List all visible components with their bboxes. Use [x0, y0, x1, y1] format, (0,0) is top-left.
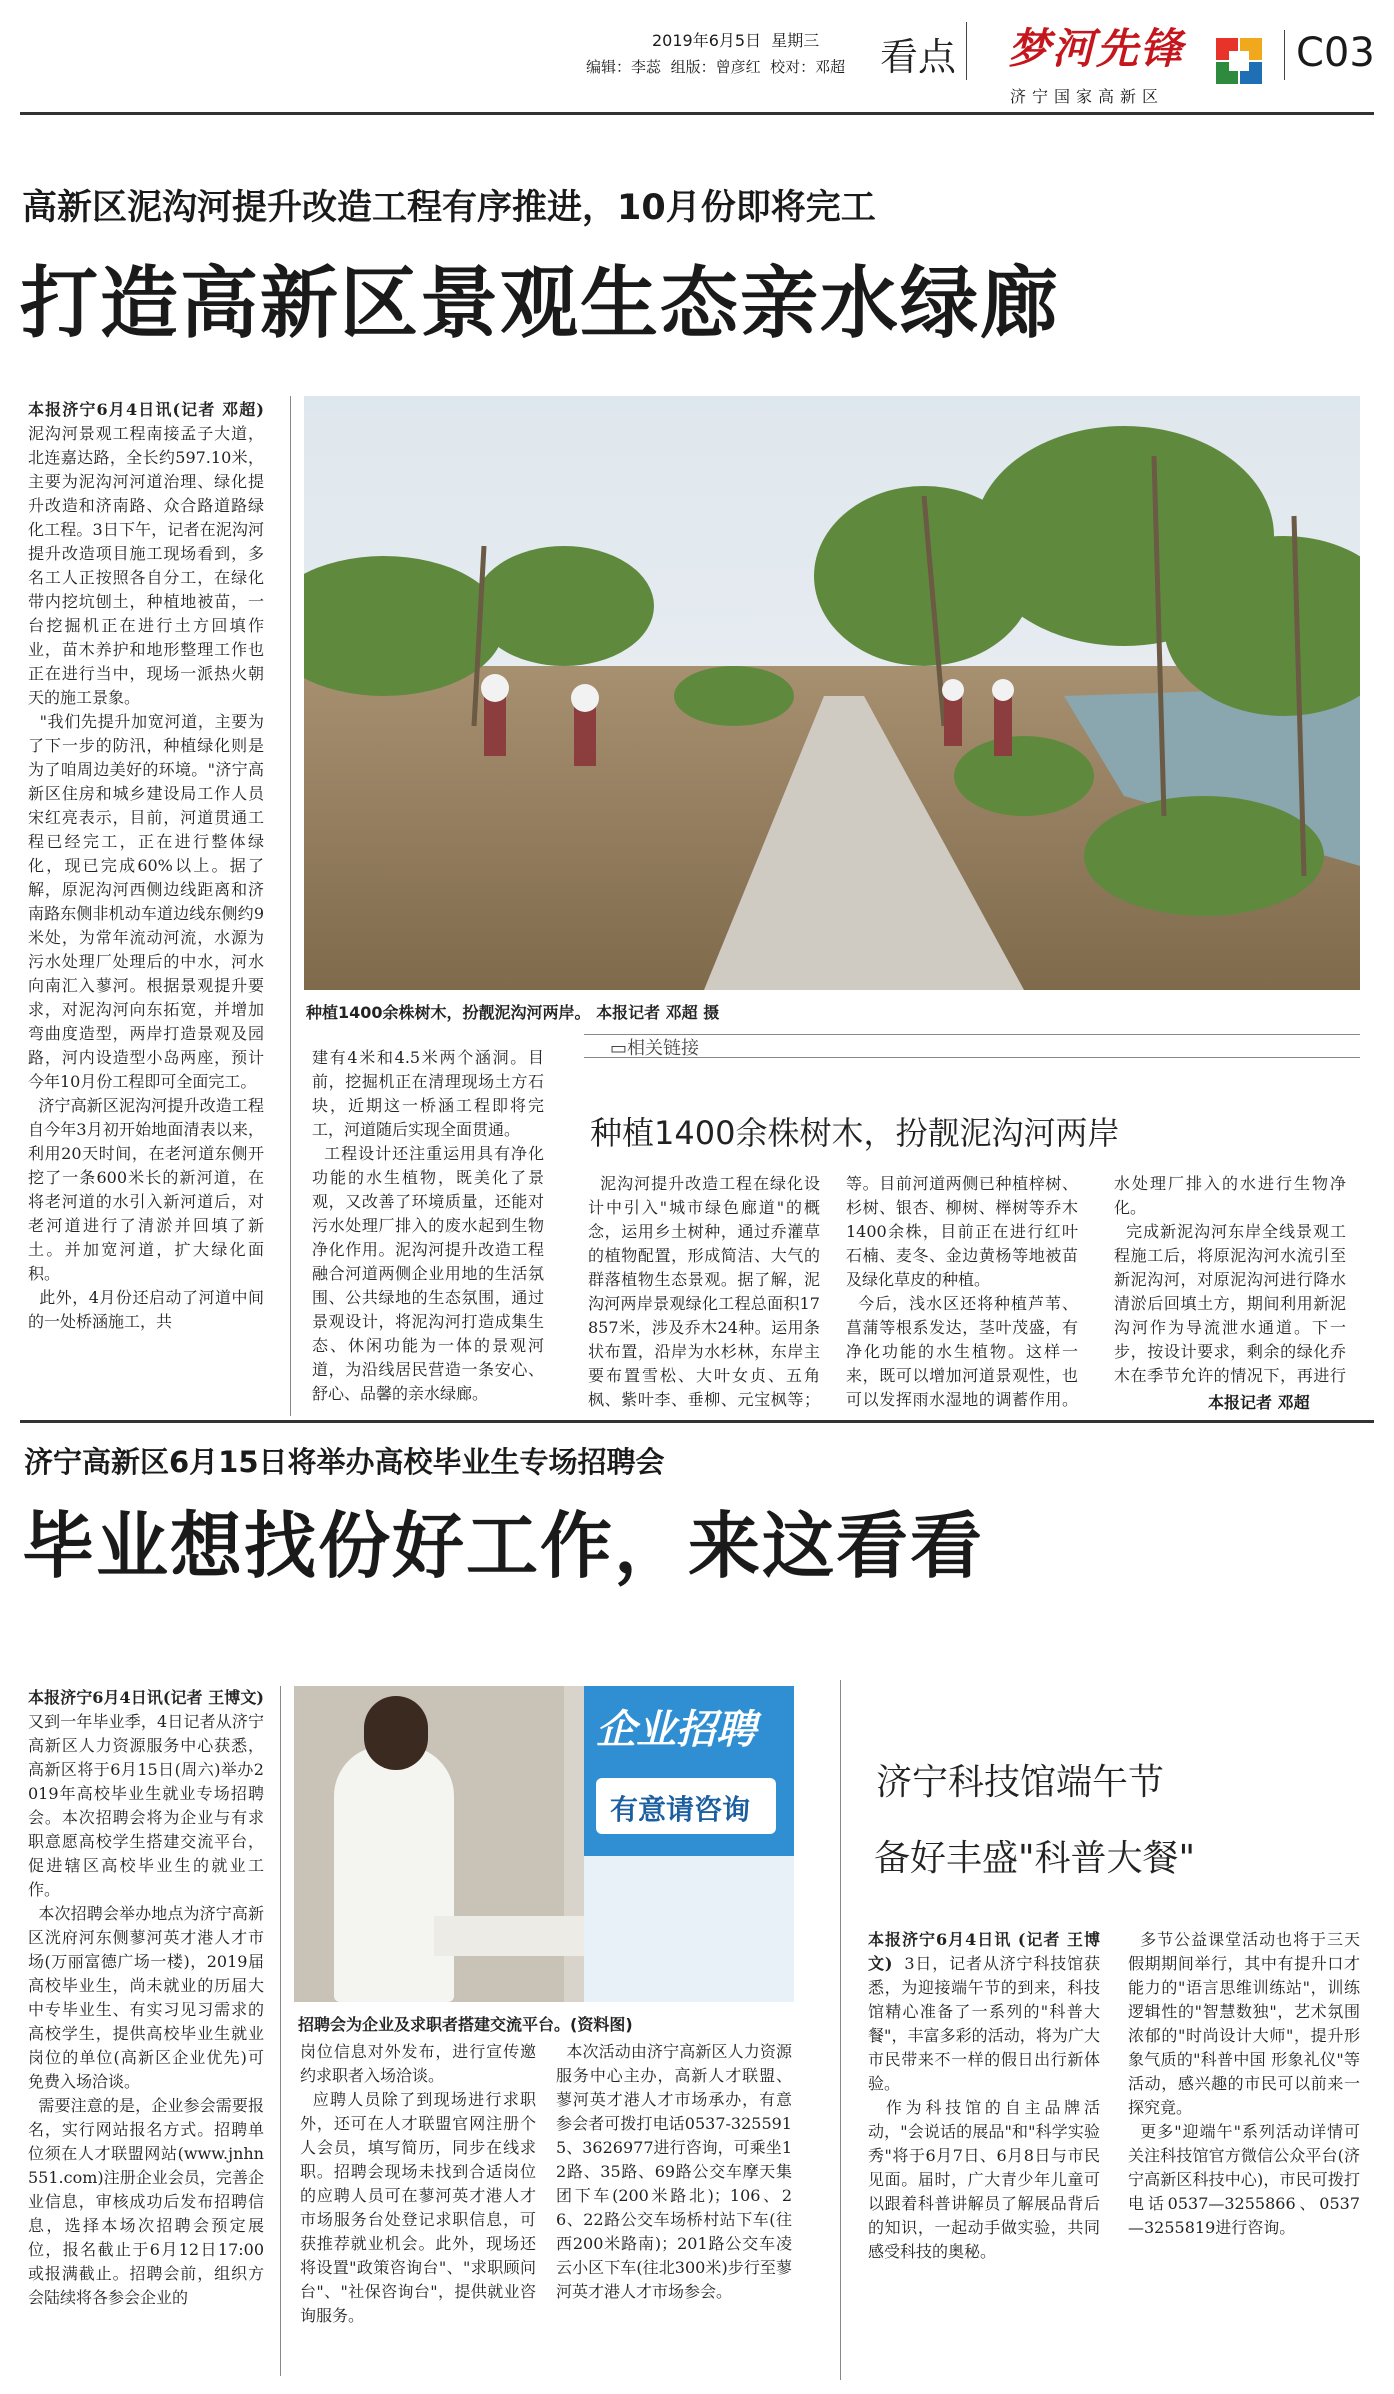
article3-divider [840, 1680, 841, 2380]
doc-icon: ▭ [610, 1038, 628, 1059]
article2-col-divider [280, 1686, 281, 2376]
article1-photo [304, 396, 1360, 990]
article2-col1: 本报济宁6月4日讯(记者 王博文) 又到一年毕业季，4日记者从济宁高新区人力资源服务中心获悉，高新区将于6月15日(周六)举办2019年高校毕业生就业专场招聘会。本次招聘会将为企业与有求职意愿高校学生搭建交流平台，促进辖区高校毕业生的就业工作。 本次招聘会举办地点为济宁高新区洸府河东侧蓼河英才港人才市场(万丽富德广场一楼)，2019届高校毕业生，尚未就业的历届大中专毕业生、有实习见习需求的高校学生，提供高校毕业生就业岗位的单位(高新区企业优先)可免费入场洽谈。 需要注意的是，企业参会需要报名，实行网站报名方式。招聘单位须在人才联盟网站(www.jnhn551.com)注册企业会员，完善企业信息，审核成功后发布招聘信息，选择本场次招聘会预定展位，报名截止于6月12日17:00或报满截止。招聘会前，组织方会陆续将各参会企业的 [28, 1688, 264, 2307]
related-link-label: ▭相关链接 [610, 1038, 700, 1059]
article2-photo-caption: 招聘会为企业及求职者搭建交流平台。(资料图) [298, 2015, 633, 2034]
photo-person [334, 1746, 454, 2002]
related-link-box [584, 1034, 1360, 1058]
photo-board-panel: 有意请咨询 [596, 1778, 776, 1834]
article2-headline: 毕业想找份好工作，来这看看 [22, 1504, 985, 1588]
photo-board-lower [584, 1856, 794, 2002]
masthead-logo: 梦河先锋 [1008, 24, 1185, 73]
header-credits: 编辑：李蕊 组版：曾彦红 校对：邓超 [586, 58, 846, 76]
article1-sub-byline: 本报记者 邓超 [1208, 1393, 1310, 1412]
article1-sub-col2: 等。目前河道两侧已种植梓树、杉树、银杏、柳树、榉树等乔木1400余株，目前正在进行红叶石楠、麦冬、金边黄杨等地被苗及绿化草皮的种植。 今后，浅水区还将种植芦苇、菖蒲等根系发达，茎叶茂盛，有净化功能的水生植物。这样一来，既可以增加河道景观性，也可以发挥雨水湿地的调蓄作用。 [846, 1174, 1078, 1409]
article1-sub-col3: 水处理厂排入的水进行生物净化。 完成新泥沟河东岸全线景观工程施工后，将原泥沟河水流引至新泥沟河，对原泥沟河进行降水清淤后回填土方，期间利用新泥沟河作为导流泄水通道。下一步，按设计要求，剩余的绿化乔木在季节允许的情况下，再进行 [1114, 1174, 1346, 1385]
article2-photo [294, 1686, 794, 2002]
section-label: 看点 [880, 35, 957, 79]
article1-col2: 建有4米和4.5米两个涵洞。目前，挖掘机正在清理现场土方石块，近期这一桥涵工程即将完工，河道随后实现全面贯通。 工程设计还注重运用具有净化功能的水生植物，既美化了景观，又改善了环境质量，还能对污水处理厂排入的废水起到生物净化作用。泥沟河提升改造工程融合河道两侧企业用地的生活氛围、公共绿地的生态氛围，通过景观设计，将泥沟河打造成集生态、休闲功能为一体的景观河道，为沿线居民营造一条安心、舒心、品馨的亲水绿廊。 [312, 1048, 544, 1403]
article1-photo-caption: 种植1400余株树木，扮靓泥沟河两岸。 本报记者 邓超 摄 [306, 1003, 720, 1022]
header-date: 2019年6月5日 星期三 [652, 31, 820, 50]
page-no-divider [1284, 30, 1285, 80]
article2-col3: 本次活动由济宁高新区人力资源服务中心主办，高新人才联盟、蓼河英才港人才市场承办，有意参会者可拨打电话0537-3255915、3626977进行咨询，可乘坐12路、35路、69路公交车摩天集团下车(200米路北)；106、26、22路公交车场桥村站下车(往西200米路南)；201路公交车凌云小区下车(往北300米)步行至蓼河英才港人才市场参会。 [556, 2042, 792, 2301]
photo-board [584, 1686, 794, 2002]
pinwheel-logo-icon [1212, 34, 1266, 88]
article3-title-line1: 济宁科技馆端午节 [876, 1762, 1165, 1803]
article1-subheadline: 种植1400余株树木，扮靓泥沟河两岸 [590, 1114, 1120, 1152]
masthead-sub: 济宁国家高新区 [1010, 87, 1165, 106]
article3-col2: 多节公益课堂活动也将于三天假期期间举行，其中有提升口才能力的"语言思维训练站"，训练逻辑性的"智慧数独"，艺术氛围浓郁的"时尚设计大师"，提升形象气质的"科普中国 形象礼仪"等活动，感兴趣的市民可以前来一探究竟。 更多"迎端午"系列活动详情可关注科技馆官方微信公众平台(济宁高新区科技中心)，市民可拨打电话0537—3255866、0537—3255819进行咨询。 [1128, 1930, 1360, 2237]
article2-col2: 岗位信息对外发布，进行宣传邀约求职者入场洽谈。 应聘人员除了到现场进行求职外，还可在人才联盟官网注册个人会员，填写简历，同步在线求职。招聘会现场未找到合适岗位的应聘人员可在蓼河英才港人才市场服务台处登记求职信息，可获推荐就业机会。此外，现场还将设置"政策咨询台"、"求职顾问台"、"社保咨询台"，提供就业咨询服务。 [300, 2042, 536, 2325]
header-rule [20, 112, 1374, 115]
article3-title-line2: 备好丰盛"科普大餐" [874, 1838, 1196, 1879]
article1-col-divider [290, 396, 291, 1416]
header-divider [966, 22, 967, 80]
article1-col1: 本报济宁6月4日讯(记者 邓超) 泥沟河景观工程南接孟子大道，北连嘉达路，全长约597.10米，主要为泥沟河河道治理、绿化提升改造和济南路、众合路道路绿化工程。3日下午，记者在泥沟河提升改造项目施工现场看到，多名工人正按照各自分工，在绿化带内挖坑刨土，种植地被苗，一台挖掘机正在进行土方回填作业，苗木养护和地形整理工作也正在进行当中，现场一派热火朝天的施工景象。 "我们先提升加宽河道，主要为了下一步的防汛，种植绿化则是为了咱周边美好的环境。"济宁高新区住房和城乡建设局工作人员宋红亮表示，目前，河道贯通工程已经完工，正在进行整体绿化，现已完成60%以上。据了解，原泥沟河西侧边线距离和济南路东侧非机动车道边线东侧约9米处，为常年流动河流，水源为污水处理厂处理后的中水，河水向南汇入蓼河。根据景观提升要求，对泥沟河向东拓宽，并增加弯曲度造型，两岸打造景观及园路，河内设造型小岛两座，预计今年10月份工程即可全面完工。 济宁高新区泥沟河提升改造工程自今年3月初开始地面清表以来，利用20天时间，在老河道东侧开挖了一条600米长的新河道，在将老河道的水引入新河道后，对老河道进行了清淤并回填了新土。并加宽河道，扩大绿化面积。 此外，4月份还启动了河道中间的一处桥涵施工，共 [28, 400, 264, 1331]
photo-board-title: 企业招聘 [596, 1707, 756, 1753]
article1-kicker: 高新区泥沟河提升改造工程有序推进，10月份即将完工 [22, 188, 876, 228]
article1-bottom-rule [20, 1420, 1374, 1423]
article1-sub-col1: 泥沟河提升改造工程在绿化设计中引入"城市绿色廊道"的概念，运用乡土树种，通过乔灌草的植物配置，形成简洁、大气的群落植物生态景观。据了解，泥沟河两岸景观绿化工程总面积17857米，涉及乔木24种。运用条状布置，沿岸为水杉林，东岸主要布置雪松、大叶女贞、五角枫、紫叶李、垂柳、元宝枫等； [588, 1174, 820, 1409]
article3-lead: 本报济宁6月4日讯 (记者 王博文) [868, 1930, 1100, 1973]
page-number: C03 [1296, 30, 1375, 76]
article1-lead: 本报济宁6月4日讯(记者 邓超) [28, 400, 264, 419]
photo-head [364, 1696, 428, 1770]
article1-headline: 打造高新区景观生态亲水绿廊 [20, 259, 1061, 349]
article2-kicker: 济宁高新区6月15日将举办高校毕业生专场招聘会 [24, 1445, 665, 1479]
article2-lead: 本报济宁6月4日讯(记者 王博文) [28, 1688, 264, 1707]
article3-col1: 本报济宁6月4日讯 (记者 王博文) 3日，记者从济宁科技馆获悉，为迎接端午节的到来，科技馆精心准备了一系列的"科普大餐"，丰富多彩的活动，将为广大市民带来不一样的假日出行新体验。 作为科技馆的自主品牌活动，"会说话的展品"和"科学实验秀"将于6月7日、6月8日与市民见面。届时，广大青少年儿童可以跟着科普讲解员了解展品背后的知识，一起动手做实验，共同感受科技的奥秘。 [868, 1930, 1100, 2261]
